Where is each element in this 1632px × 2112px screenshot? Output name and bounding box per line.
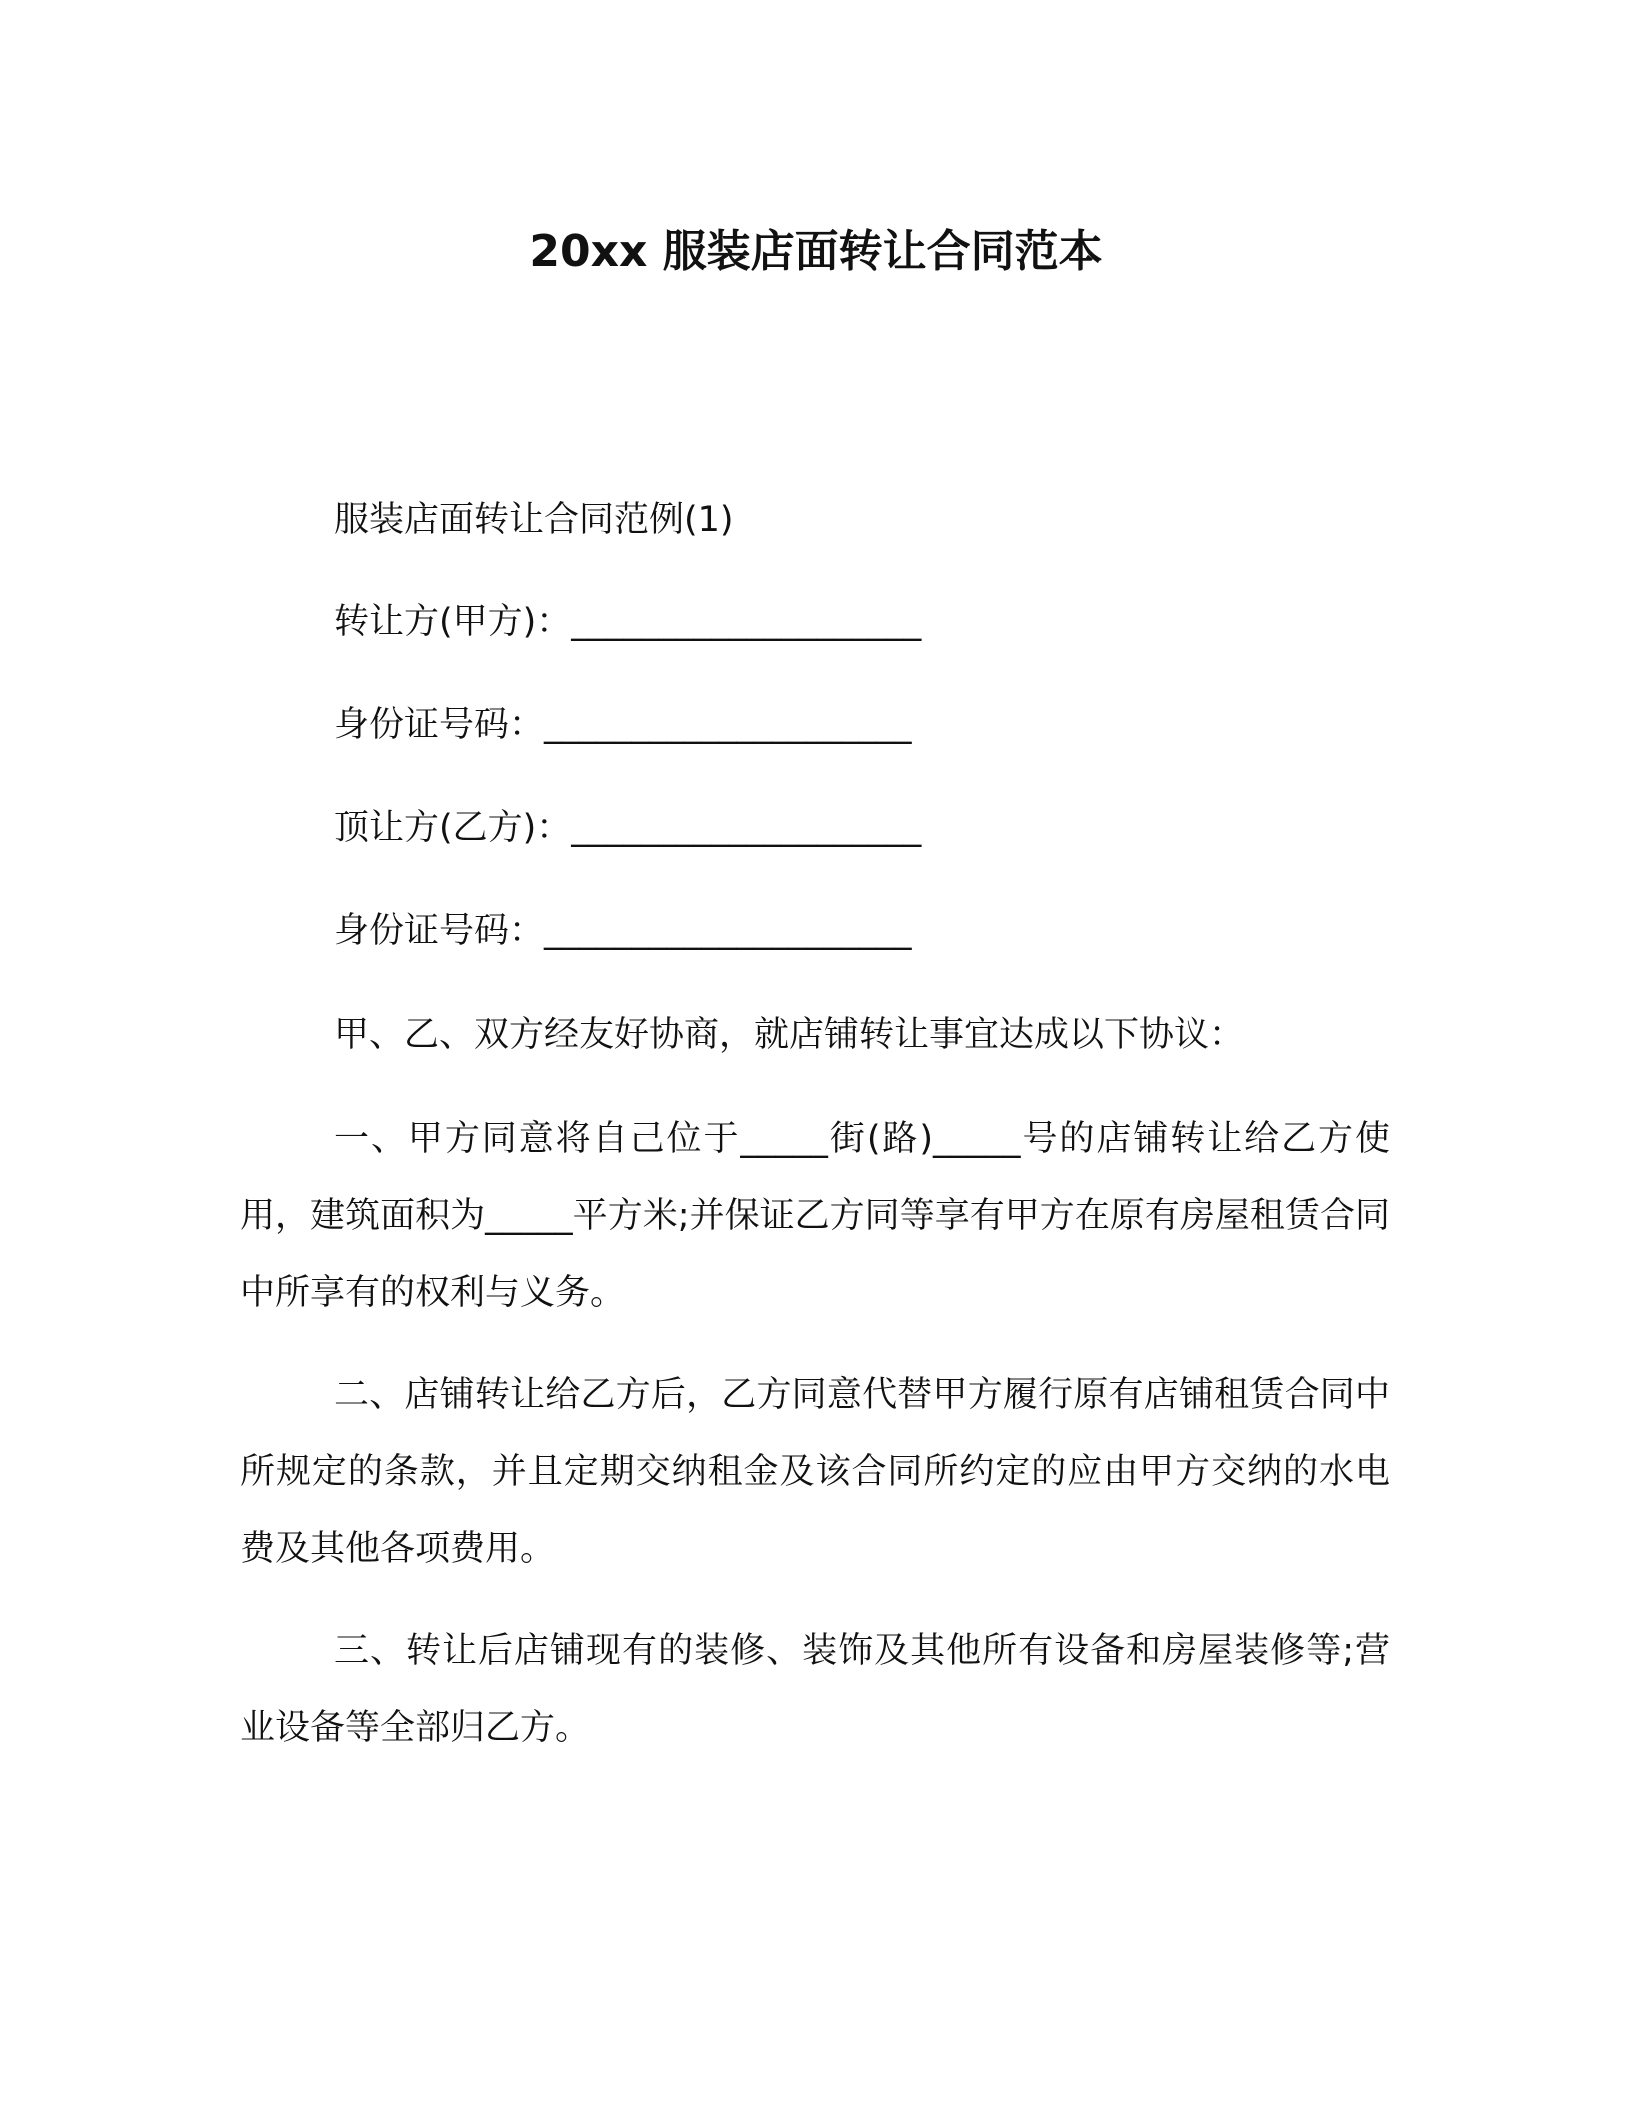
document-title: 20xx 服装店面转让合同范本 (529, 226, 1103, 277)
transferor-id-field: 身份证号码：_____________________ (334, 705, 912, 745)
clause-2: 二、店铺转让给乙方后，乙方同意代替甲方履行原有店铺租赁合同中所规定的条款，并且定期交纳租金及该合同所约定的应由甲方交纳的水电费及其他各项费用。 (240, 1375, 1390, 1569)
contract-subtitle: 服装店面转让合同范例(1) (334, 500, 734, 540)
transferee-field: 顶让方(乙方)：____________________ (334, 808, 922, 848)
transferee-id-field: 身份证号码：_____________________ (334, 911, 912, 951)
clause-3: 三、转让后店铺现有的装修、装饰及其他所有设备和房屋装修等;营业设备等全部归乙方。 (240, 1631, 1390, 1748)
transferor-field: 转让方(甲方)：____________________ (334, 602, 922, 642)
clause-1: 一、甲方同意将自己位于_____街(路)_____号的店铺转让给乙方使用，建筑面积为_____平方米;并保证乙方同等享有甲方在原有房屋租赁合同中所享有的权利与义务。 (240, 1119, 1390, 1313)
agreement-intro: 甲、乙、双方经友好协商，就店铺转让事宜达成以下协议： (334, 1015, 1245, 1055)
